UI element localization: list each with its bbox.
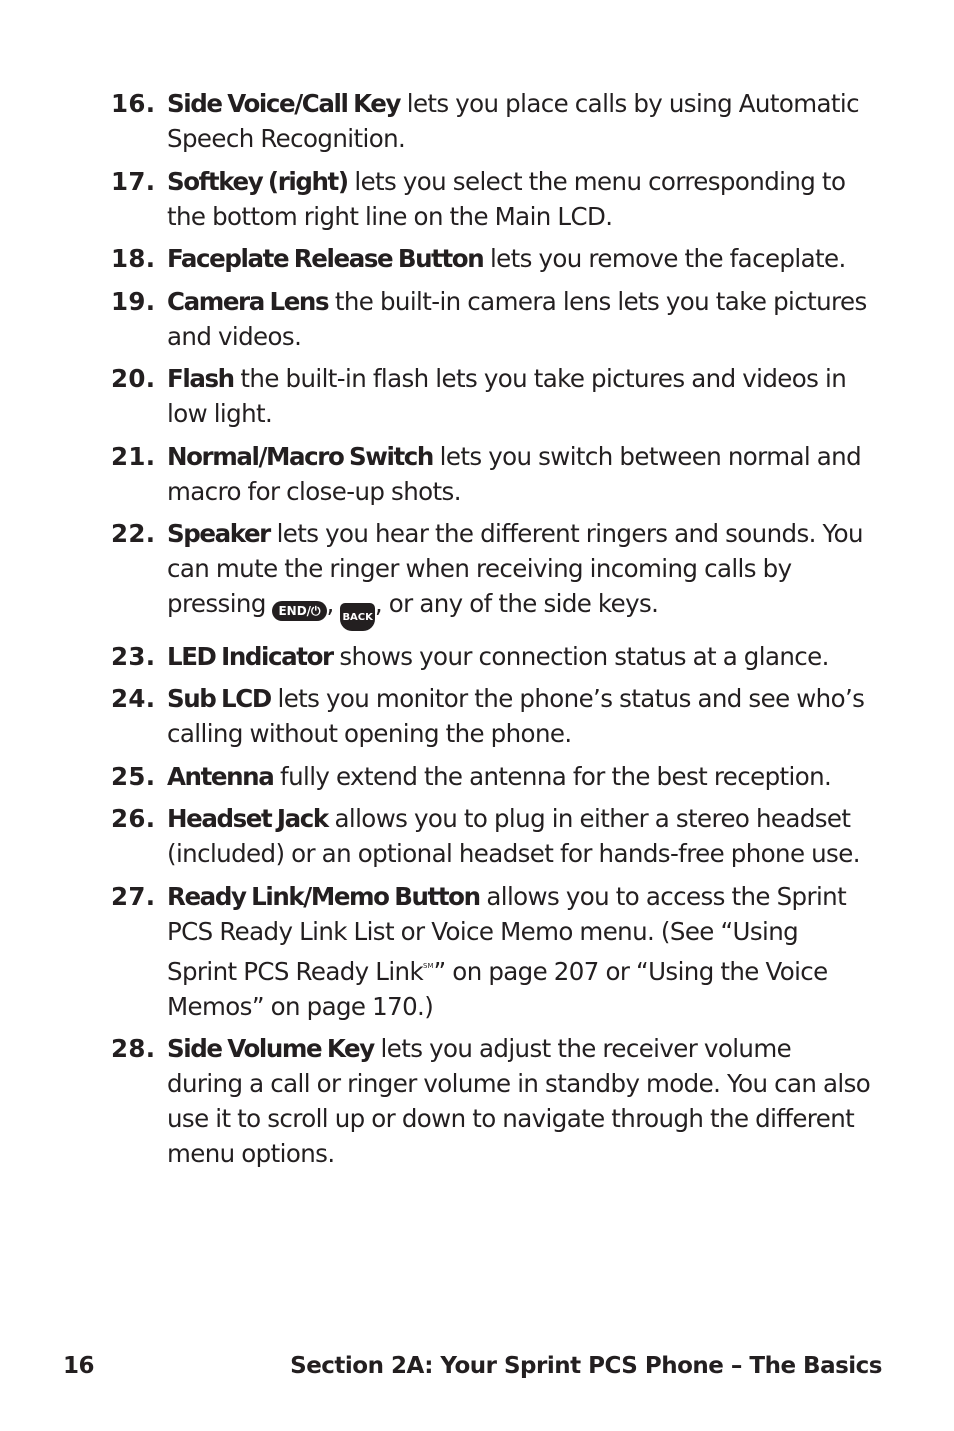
item-number: 27. [111,881,156,911]
page-number: 16 [63,1353,95,1379]
item-text: allows you to plug in either a stereo headset (included) or an optional headset for hands-free phone use. [167,804,860,868]
service-mark: SM [423,961,434,970]
item-term: Normal/Macro Switch [167,441,433,471]
item-number: 16. [111,89,156,118]
item-term: Camera Lens [167,286,329,316]
list-item [111,1031,871,1171]
item-text: the built-in flash lets you take pictures and videos in low light. [167,364,847,428]
item-term: Sub LCD [167,684,271,713]
item-description [167,1031,871,1171]
separator-text: , [326,589,341,618]
list-item [111,439,871,509]
item-number: 25. [111,761,156,791]
item-description [167,516,871,631]
item-text: fully extend the antenna for the best reception. [273,761,832,791]
item-text: shows your connection status at a glance. [332,641,829,671]
item-number: 21. [111,441,156,471]
item-description [167,801,871,871]
list-item [111,164,871,234]
item-text: lets you hear the different ringers and sounds. You can mute the ringer when receiving incoming calls by pressing [167,519,863,618]
item-description [167,681,871,751]
item-text: lets you place calls by using Automatic Speech Recognition. [167,89,859,153]
item-term: Speaker [167,519,270,548]
item-number: 26. [111,804,156,833]
section-title: Section 2A: Your Sprint PCS Phone – The Basics [290,1353,882,1379]
item-term: LED Indicator [167,641,333,671]
item-term: Headset Jack [167,804,328,833]
item-term: Ready Link/Memo Button [167,881,480,911]
item-description [167,439,871,509]
item-text: lets you monitor the phone’s status and see who’s calling without opening the phone. [167,684,865,748]
item-text: the built-in camera lens lets you take pictures and videos. [167,286,867,351]
item-term: Faceplate Release Button [167,244,484,273]
item-term: Flash [167,364,234,393]
list-item [111,681,871,751]
item-number: 22. [111,519,156,548]
list-item [111,516,871,631]
item-text: lets you remove the faceplate. [483,244,846,273]
item-term: Softkey (right) [167,166,348,196]
end-key-icon: END/⏻ [272,601,326,621]
list-item [111,241,871,276]
item-description [167,759,871,794]
item-number: 18. [111,244,156,273]
page-footer [63,1350,882,1382]
list-item [111,801,871,871]
item-description [167,361,871,431]
item-text-after: , or any of the side keys. [374,589,659,618]
item-term: Side Voice/Call Key [167,89,401,118]
item-number: 20. [111,364,156,393]
item-number: 19. [111,286,156,316]
list-item [111,639,871,674]
item-description [167,164,871,234]
item-description [167,639,871,674]
item-number: 28. [111,1034,156,1063]
list-item [111,284,871,354]
back-key-icon: BACK [340,603,374,631]
item-number: 17. [111,166,156,196]
component-list [111,86,871,1179]
item-text: lets you select the menu corresponding to the bottom right line on the Main LCD. [167,166,846,231]
list-item [111,86,871,156]
item-description [167,879,871,1024]
item-text: lets you switch between normal and macro for close-up shots. [167,441,862,506]
item-text: lets you adjust the receiver volume during a call or ringer volume in standby mode. You can also use it to scroll up or down to navigate through the different menu options. [167,1034,871,1168]
list-item [111,879,871,1024]
item-description [167,241,871,276]
item-text: allows you to access the Sprint PCS Ready Link List or Voice Memo menu. (See “Using Sprint PCS Ready Link [167,881,847,986]
item-description [167,86,871,156]
list-item [111,759,871,794]
item-description [167,284,871,354]
item-number: 24. [111,684,156,713]
item-term: Side Volume Key [167,1034,374,1063]
item-term: Antenna [167,761,274,791]
list-item [111,361,871,431]
item-number: 23. [111,641,156,671]
item-text-after: ” on page 207 or “Using the Voice Memos” on page 170.) [167,956,828,1021]
